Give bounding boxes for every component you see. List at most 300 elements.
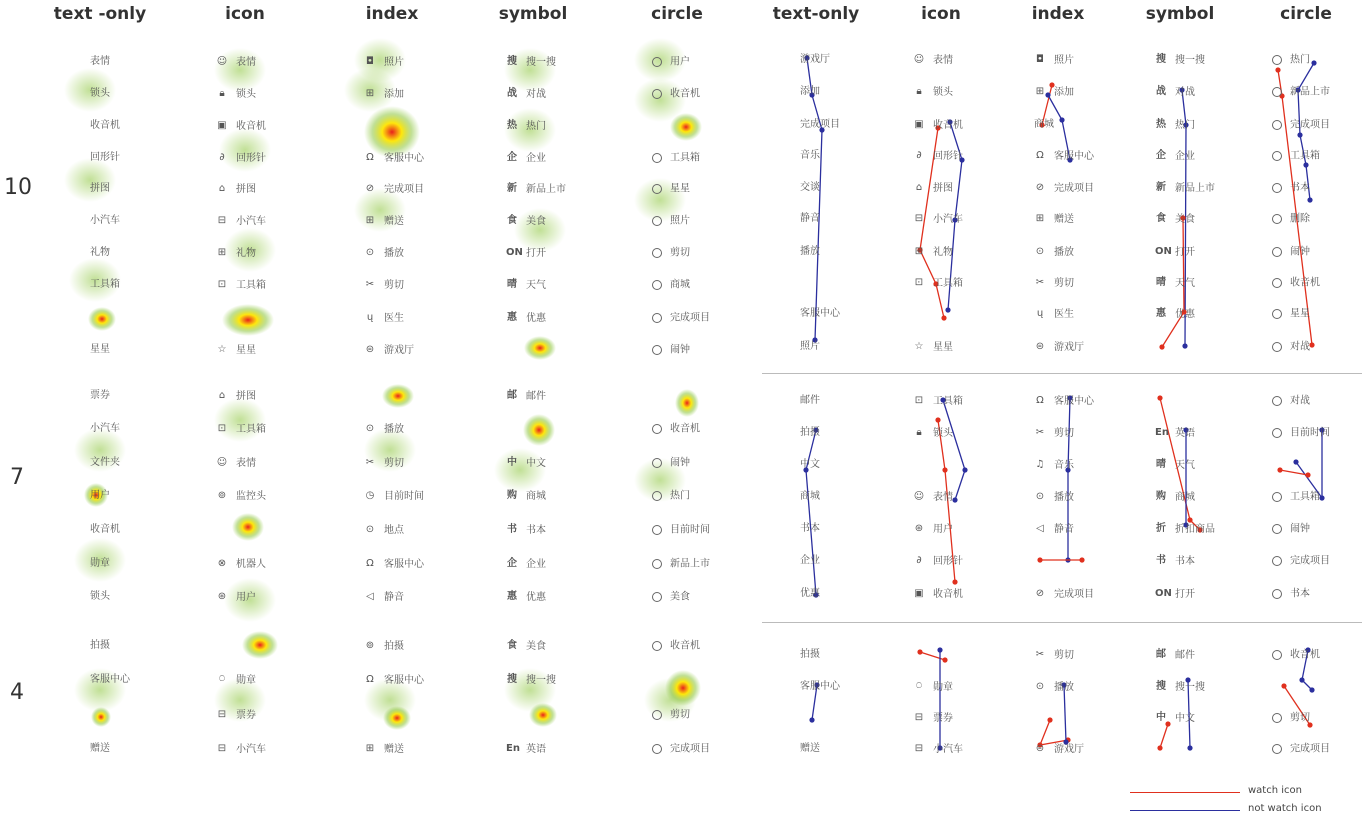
list-item <box>1272 395 1310 408</box>
fixation-point <box>1281 683 1286 688</box>
list-item <box>216 390 256 403</box>
symbol-glyph: 惠 <box>507 312 517 323</box>
headset-icon: Ω <box>1036 395 1044 406</box>
item-label: 工具箱 <box>90 279 120 290</box>
item-label: 播放 <box>1054 247 1074 258</box>
item-label: 对战 <box>1175 87 1195 98</box>
row-label: 10 <box>4 175 32 200</box>
circle-icon <box>652 559 662 569</box>
item-label: 剪切 <box>384 458 404 469</box>
item-label: 游戏厅 <box>1054 342 1084 353</box>
item-label: 优惠 <box>526 313 546 324</box>
symbol-glyph: ON <box>1155 588 1172 599</box>
list-item <box>652 183 690 196</box>
fixation-point <box>1159 344 1164 349</box>
list-item <box>364 152 424 165</box>
smile-icon: ☺ <box>216 457 228 468</box>
item-label: 票券 <box>933 713 953 724</box>
list-item <box>652 88 700 101</box>
item-label: 锁头 <box>933 428 953 439</box>
fixation-point <box>1305 472 1310 477</box>
item-label: 天气 <box>526 280 546 291</box>
item-label: 照片 <box>800 341 820 352</box>
item-label: 热门 <box>670 490 690 502</box>
item-label: 书本 <box>526 525 546 536</box>
circle-icon <box>1272 744 1282 754</box>
list-item <box>1155 246 1195 259</box>
legend-swatch <box>1130 810 1240 811</box>
item-label: 照片 <box>384 57 404 68</box>
list-item <box>913 555 963 568</box>
list-item <box>1272 182 1310 195</box>
list-item <box>1155 555 1195 568</box>
symbol-glyph: 热 <box>507 120 517 131</box>
circle-icon <box>652 153 662 163</box>
list-item <box>364 490 424 503</box>
list-item <box>800 86 820 98</box>
heatmap-hotspot <box>242 631 278 659</box>
list-item <box>364 457 404 470</box>
scanpath-line <box>807 58 822 340</box>
list-item <box>1034 588 1094 601</box>
user-icon: ⊛ <box>914 523 924 534</box>
item-label: 票券 <box>90 390 110 401</box>
item-label: 锁头 <box>933 87 953 98</box>
item-label: 企业 <box>1175 151 1195 162</box>
item-label: 搜一搜 <box>1175 682 1205 693</box>
item-label: 表情 <box>90 56 110 67</box>
item-label: 星星 <box>236 345 256 356</box>
play-icon: ⊙ <box>1035 491 1045 502</box>
list-item <box>506 215 546 228</box>
scanpath-line <box>920 652 945 660</box>
circle-icon <box>652 184 662 194</box>
item-label: 回形针 <box>236 153 266 164</box>
item-label: 工具箱 <box>670 152 700 164</box>
fixation-point <box>1293 459 1298 464</box>
list-item <box>800 54 830 66</box>
list-item <box>506 120 546 133</box>
symbol-glyph: 邮 <box>507 390 517 401</box>
gamepad-icon: ⊜ <box>1035 341 1045 352</box>
item-label: 剪切 <box>1290 712 1310 724</box>
list-item <box>506 524 546 537</box>
list-item <box>1272 308 1310 321</box>
item-label: 播放 <box>800 246 820 257</box>
symbol-glyph: En <box>506 743 520 754</box>
item-label: 中文 <box>1175 713 1195 724</box>
doctor-icon: ų <box>1036 308 1044 319</box>
list-item <box>913 54 953 67</box>
symbol-glyph: 新 <box>1156 182 1166 193</box>
list-item <box>1034 649 1074 662</box>
list-item <box>652 279 690 292</box>
item-label: 企业 <box>526 559 546 570</box>
circle-icon <box>652 280 662 290</box>
list-item <box>364 312 404 325</box>
list-item <box>90 215 120 227</box>
car-icon: ⊟ <box>914 743 924 754</box>
item-label: 优惠 <box>1175 309 1195 320</box>
mute-icon: ◁ <box>366 591 374 602</box>
item-label: 邮件 <box>800 395 820 406</box>
column-header: symbol <box>1145 4 1215 24</box>
list-item <box>1034 459 1074 472</box>
symbol-glyph: 购 <box>507 490 517 501</box>
symbol-glyph: 邮 <box>1156 649 1166 660</box>
list-item <box>90 743 110 755</box>
list-item <box>90 390 110 402</box>
item-label: 赠送 <box>800 743 820 754</box>
item-label: 工具箱 <box>933 278 963 289</box>
toolbox-icon: ⊡ <box>217 279 227 290</box>
list-item <box>1155 523 1215 536</box>
heatmap-hotspot <box>364 106 420 158</box>
list-item <box>1155 491 1195 504</box>
list-item <box>506 56 556 69</box>
list-item <box>1155 213 1195 226</box>
mute-icon: ◁ <box>1036 523 1044 534</box>
item-label: 添加 <box>800 86 820 97</box>
list-item <box>1034 54 1074 67</box>
puzzle-icon: ⌂ <box>218 183 226 194</box>
item-label: 美食 <box>1175 214 1195 225</box>
gift-icon: ⊞ <box>365 215 375 226</box>
gamepad-icon: ⊜ <box>1035 743 1045 754</box>
list-item <box>1272 119 1330 132</box>
list-item <box>913 277 963 290</box>
item-label: 播放 <box>384 424 404 435</box>
heatmap-hotspot <box>91 707 111 727</box>
symbol-glyph: 食 <box>1156 213 1166 224</box>
column-header: index <box>1031 4 1085 24</box>
symbol-glyph: 中 <box>507 457 517 468</box>
list-item <box>90 591 110 603</box>
list-item <box>800 459 820 471</box>
fixation-point <box>1311 60 1316 65</box>
list-item <box>364 640 404 653</box>
smile-icon: ☺ <box>913 54 925 65</box>
item-label: 静音 <box>384 592 404 603</box>
item-label: 商城 <box>800 491 820 502</box>
item-label: 天气 <box>1175 278 1195 289</box>
item-label: 目前时间 <box>670 524 710 536</box>
item-label: 热门 <box>526 121 546 132</box>
circle-icon <box>652 525 662 535</box>
item-label: 美食 <box>526 216 546 227</box>
symbol-glyph: 搜 <box>507 674 517 685</box>
list-item <box>1155 119 1195 132</box>
list-item <box>90 640 110 652</box>
list-item <box>800 555 820 567</box>
item-label: 音乐 <box>1054 460 1074 471</box>
symbol-glyph: 折 <box>1156 523 1166 534</box>
fixation-point <box>1297 132 1302 137</box>
item-label: 拍摄 <box>384 641 404 652</box>
item-label: 赠送 <box>90 743 110 754</box>
item-label: 客服中心 <box>800 681 840 692</box>
list-item <box>913 491 953 504</box>
check-icon: ⊘ <box>1035 182 1045 193</box>
circle-icon <box>1272 556 1282 566</box>
item-label: 小汽车 <box>90 423 120 434</box>
heatmap-hotspot <box>675 389 699 417</box>
scanpath-line <box>806 430 816 595</box>
list-item <box>652 344 690 357</box>
list-item <box>913 182 953 195</box>
item-label: 交谈 <box>800 182 820 193</box>
circle-icon <box>1272 428 1282 438</box>
list-item <box>1155 277 1195 290</box>
item-label: 新品上市 <box>1290 86 1330 98</box>
paperclip-icon: ∂ <box>916 150 922 161</box>
item-label: 收音机 <box>670 88 700 100</box>
symbol-glyph: 企 <box>507 152 517 163</box>
fixation-point <box>1309 342 1314 347</box>
list-item <box>506 640 546 653</box>
fixation-point <box>1277 467 1282 472</box>
list-item <box>913 119 963 132</box>
list-item <box>1272 150 1320 163</box>
heatmap-hotspot <box>383 706 411 730</box>
photo-icon: ◘ <box>1036 54 1044 65</box>
list-item <box>652 215 690 228</box>
symbol-glyph: ON <box>1155 246 1172 257</box>
item-label: 完成项目 <box>1290 555 1330 567</box>
item-label: 商城 <box>1175 492 1195 503</box>
list-item <box>1155 649 1195 662</box>
item-label: 收音机 <box>90 524 120 535</box>
list-item <box>216 215 266 228</box>
puzzle-icon: ⌂ <box>915 182 923 193</box>
fixation-point <box>1037 557 1042 562</box>
list-item <box>506 279 546 292</box>
symbol-glyph: 晴 <box>1156 277 1166 288</box>
symbol-glyph: 企 <box>1156 150 1166 161</box>
item-label: 新品上市 <box>526 184 566 195</box>
gift-icon: ⊞ <box>914 246 924 257</box>
list-item <box>1155 54 1205 67</box>
scissors-icon: ✂ <box>1035 649 1045 660</box>
list-item <box>800 681 840 693</box>
list-item <box>90 183 110 195</box>
fixation-point <box>1047 717 1052 722</box>
item-label: 音乐 <box>800 150 820 161</box>
list-item <box>506 457 546 470</box>
item-label: 收音机 <box>933 589 963 600</box>
headset-icon: Ω <box>1036 150 1044 161</box>
symbol-glyph: 晴 <box>507 279 517 290</box>
item-label: 播放 <box>1054 682 1074 693</box>
list-item <box>1155 712 1195 725</box>
list-item <box>506 152 546 165</box>
item-label: 表情 <box>933 492 953 503</box>
fixation-point <box>1319 495 1324 500</box>
item-label: 剪切 <box>384 280 404 291</box>
item-label: 书本 <box>1290 588 1310 600</box>
list-item <box>364 279 404 292</box>
item-label: 优惠 <box>526 592 546 603</box>
item-label: 锁头 <box>236 89 256 100</box>
item-label: 折扣商品 <box>1175 524 1215 535</box>
item-label: 小汽车 <box>933 214 963 225</box>
symbol-glyph: 战 <box>507 88 517 99</box>
list-item <box>1034 119 1054 131</box>
heatmap-hotspot <box>382 384 414 408</box>
item-label: 美食 <box>670 591 690 603</box>
fixation-point <box>935 417 940 422</box>
item-label: 小汽车 <box>236 744 266 755</box>
list-item <box>506 490 546 503</box>
item-label: 锁头 <box>90 591 110 602</box>
item-label: 搜一搜 <box>526 57 556 68</box>
circle-icon <box>1272 278 1282 288</box>
item-label: 收音机 <box>670 423 700 435</box>
item-label: 客服中心 <box>90 674 130 685</box>
item-label: 照片 <box>1054 55 1074 66</box>
item-label: 打开 <box>526 248 546 259</box>
list-item <box>364 56 404 69</box>
list-item <box>90 152 120 164</box>
list-item <box>652 152 700 165</box>
circle-icon <box>1272 183 1282 193</box>
list-item <box>652 457 690 470</box>
list-item <box>216 247 256 260</box>
heatmap-blob <box>219 128 271 172</box>
circle-icon <box>1272 309 1282 319</box>
list-item <box>800 395 820 407</box>
scissors-icon: ✂ <box>365 457 375 468</box>
list-item <box>1272 743 1330 756</box>
symbol-glyph: 食 <box>507 640 517 651</box>
item-label: 游戏厅 <box>384 345 414 356</box>
scissors-icon: ✂ <box>365 279 375 290</box>
heatmap-blob <box>504 48 556 92</box>
item-label: 用户 <box>670 56 690 68</box>
item-label: 医生 <box>1054 309 1074 320</box>
item-label: 工具箱 <box>236 280 266 291</box>
pin-icon: ⊙ <box>365 524 375 535</box>
car-icon: ⊟ <box>217 743 227 754</box>
item-label: 锁头 <box>90 88 110 99</box>
list-item <box>216 423 266 436</box>
list-item <box>90 88 110 100</box>
circle-icon <box>1272 55 1282 65</box>
item-label: 拍摄 <box>90 640 110 651</box>
item-label: 客服中心 <box>384 153 424 164</box>
list-item <box>1272 341 1310 354</box>
camera-icon: ⊚ <box>217 490 227 501</box>
circle-icon <box>652 313 662 323</box>
music-icon: ♫ <box>1035 459 1045 470</box>
list-item <box>364 215 404 228</box>
item-label: 文件夹 <box>90 457 120 468</box>
item-label: 书本 <box>1175 556 1195 567</box>
list-item <box>913 213 963 226</box>
fixation-point <box>952 497 957 502</box>
lock-icon: 🔒︎ <box>916 427 922 438</box>
star-icon: ☆ <box>217 344 227 355</box>
list-item <box>800 308 840 320</box>
fixation-point <box>942 467 947 472</box>
list-item <box>216 120 266 133</box>
symbol-glyph: 购 <box>1156 491 1166 502</box>
radio-icon: ▣ <box>914 119 924 130</box>
item-label: 拼图 <box>90 183 110 194</box>
list-item <box>1272 54 1310 67</box>
circle-icon <box>652 216 662 226</box>
list-item <box>1034 491 1074 504</box>
item-label: 热门 <box>1175 120 1195 131</box>
item-label: 赠送 <box>384 216 404 227</box>
item-label: 闹钟 <box>1290 246 1310 258</box>
item-label: 打开 <box>1175 589 1195 600</box>
list-item <box>364 183 424 196</box>
item-label: 收音机 <box>1290 649 1320 661</box>
item-label: 客服中心 <box>384 559 424 570</box>
list-item <box>506 88 546 101</box>
list-item <box>800 150 820 162</box>
symbol-glyph: 企 <box>507 558 517 569</box>
list-item <box>1272 277 1320 290</box>
item-label: 拼图 <box>236 184 256 195</box>
list-item <box>90 524 120 536</box>
row-label: 7 <box>10 465 24 490</box>
list-item <box>913 86 953 99</box>
item-label: 收音机 <box>670 640 700 652</box>
ticket-icon: ⊟ <box>914 712 924 723</box>
item-label: 搜一搜 <box>526 675 556 686</box>
list-item <box>1272 246 1310 259</box>
list-item <box>216 490 266 503</box>
item-label: 对战 <box>526 89 546 100</box>
list-item <box>216 152 266 165</box>
list-item <box>913 395 963 408</box>
symbol-glyph: 热 <box>1156 119 1166 130</box>
item-label: 勋章 <box>236 675 256 686</box>
fixation-point <box>1299 677 1304 682</box>
list-item <box>364 743 404 756</box>
list-item <box>216 279 266 292</box>
list-item <box>913 743 963 756</box>
item-label: 监控头 <box>236 491 266 502</box>
list-item <box>913 341 953 354</box>
circle-icon <box>1272 524 1282 534</box>
symbol-glyph: 搜 <box>1156 681 1166 692</box>
item-label: 票券 <box>236 710 256 721</box>
item-label: 新品上市 <box>1175 183 1215 194</box>
medal-icon: ⍥ <box>219 674 225 685</box>
list-item <box>364 674 424 687</box>
list-item <box>913 712 953 725</box>
fixation-point <box>917 649 922 654</box>
fixation-point <box>809 717 814 722</box>
item-label: 工具箱 <box>933 396 963 407</box>
section-divider <box>762 373 1362 374</box>
list-item <box>90 279 120 291</box>
item-label: 静音 <box>1054 524 1074 535</box>
list-item <box>90 247 110 259</box>
scissors-icon: ✂ <box>1035 277 1045 288</box>
headset-icon: Ω <box>366 558 374 569</box>
puzzle-icon: ⌂ <box>218 390 226 401</box>
item-label: 星星 <box>670 183 690 195</box>
item-label: 地点 <box>384 525 404 536</box>
item-label: 剪切 <box>670 247 690 259</box>
list-item <box>364 423 404 436</box>
symbol-glyph: 晴 <box>1156 459 1166 470</box>
item-label: 天气 <box>1175 460 1195 471</box>
